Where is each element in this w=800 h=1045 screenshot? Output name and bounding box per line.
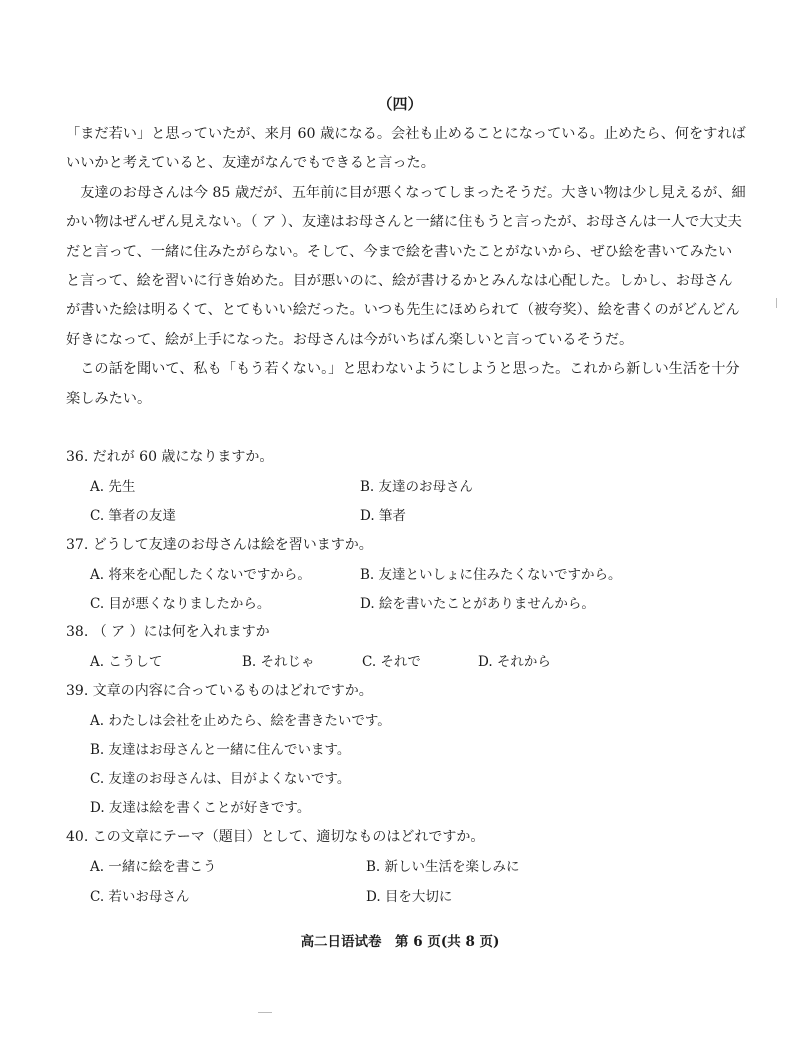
- question-38-option-c[interactable]: C. それで: [362, 654, 421, 670]
- passage-paragraph-1: 「まだ若い」と思っていたが、来月 60 歳になる。会社も止めることになっている。止めたら、何をすればいいかと考えていると、友達がなんでもできると言った。: [66, 126, 746, 172]
- passage-paragraph-3: この話を聞いて、私も「もう若くない。」と思わないようにしようと思った。これから新しい生活を十分楽しみたい。: [66, 361, 740, 407]
- page-footer: 高二日语试卷 第 6 页(共 8 页): [300, 934, 500, 950]
- question-36-stem: 36. だれが 60 歳になりますか。: [66, 449, 274, 465]
- reading-passage: [66, 120, 746, 414]
- question-36-option-b[interactable]: B. 友達のお母さん: [360, 479, 474, 495]
- question-38-option-b[interactable]: B. それじゃ: [242, 654, 315, 670]
- scan-mark: [258, 1012, 272, 1013]
- question-36-option-a[interactable]: A. 先生: [90, 479, 136, 495]
- question-38-option-d[interactable]: D. それから: [478, 654, 551, 670]
- question-37-option-a[interactable]: A. 将来を心配したくないですから。: [90, 567, 311, 583]
- question-36-option-d[interactable]: D. 筆者: [360, 508, 406, 524]
- question-36-option-c[interactable]: C. 筆者の友達: [90, 508, 176, 524]
- scan-mark: [776, 298, 777, 308]
- question-39-option-a[interactable]: A. わたしは会社を止めたら、絵を書きたいです。: [90, 713, 391, 729]
- question-39-option-c[interactable]: C. 友達のお母さんは、目がよくないです。: [90, 771, 351, 787]
- question-40-option-a[interactable]: A. 一緒に絵を書こう: [90, 859, 217, 875]
- question-40-option-d[interactable]: D. 目を大切に: [366, 889, 453, 905]
- question-39-option-b[interactable]: B. 友達はお母さんと一緒に住んでいます。: [90, 742, 351, 758]
- question-37-stem: 37. どうして友達のお母さんは絵を習いますか。: [66, 537, 373, 553]
- question-40-stem: 40. この文章にテーマ（題目）として、適切なものはどれですか。: [66, 829, 485, 845]
- question-39-stem: 39. 文章の内容に合っているものはどれですか。: [66, 683, 373, 699]
- passage-paragraph-2: 友達のお母さんは今 85 歳だが、五年前に目が悪くなってしまったそうだ。大きい物は少し見えるが、細かい物はぜんぜん見えない。（ ア ）、友達はお母さんと一緒に住もうと言ったが、お母さんは一人で大丈夫だと言って、一緒に住みたがらない。そして、今まで絵を書いたことがないから、ぜひ絵を書いてみたいと言って、絵を習いに行き始めた。目が悪いのに、絵が書けるかとみんなは心配した。しかし、お母さんが書いた絵は明るくて、とてもいい絵だった。いつも先生にほめられて（被夸奖）、絵を書くのがどんどん好きになって、絵が上手になった。お母さんは今がいちばん楽しいと言っているそうだ。: [66, 184, 746, 348]
- question-38-option-a[interactable]: A. こうして: [90, 654, 163, 670]
- question-40-option-c[interactable]: C. 若いお母さん: [90, 889, 190, 905]
- question-39-option-d[interactable]: D. 友達は絵を書くことが好きです。: [90, 800, 311, 816]
- question-38-stem: 38. （ ア ）には何を入れますか: [66, 624, 270, 640]
- question-37-option-d[interactable]: D. 絵を書いたことがありませんから。: [360, 596, 595, 612]
- question-37-option-b[interactable]: B. 友達といしょに住みたくないですから。: [360, 567, 622, 583]
- question-37-option-c[interactable]: C. 目が悪くなりましたから。: [90, 596, 271, 612]
- section-title: （四）: [377, 95, 423, 113]
- question-40-option-b[interactable]: B. 新しい生活を楽しみに: [366, 859, 520, 875]
